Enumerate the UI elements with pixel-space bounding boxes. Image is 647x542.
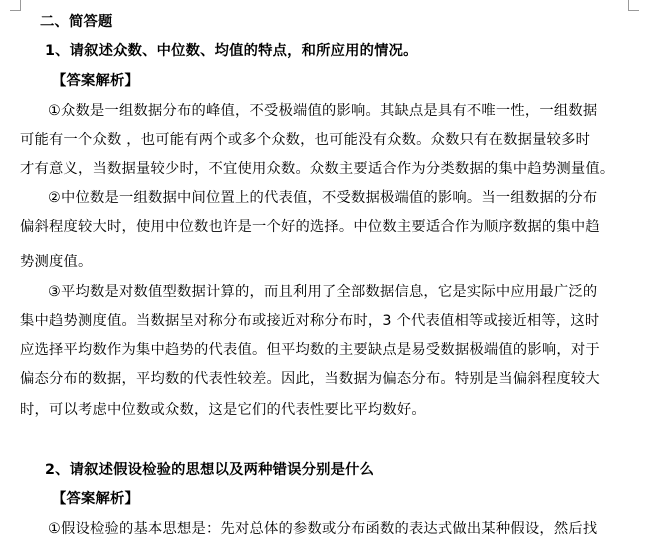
q1-paragraph-line: ①众数是一组数据分布的峰值，不受极端值的影响。其缺点是具有不唯一性，一组数据 [48, 103, 598, 119]
section-title: 二、简答题 [40, 14, 113, 30]
q1-paragraph-line: ②中位数是一组数据中间位置上的代表值，不受数据极端值的影响。当一组数据的分布 [48, 190, 598, 206]
page-corner-mark-right [628, 0, 640, 12]
q1-paragraph-line: 集中趋势测度值。当数据呈对称分布或接近对称分布时，3 个代表值相等或接近相等，这时 [20, 313, 600, 329]
q1-paragraph-line: 时，可以考虑中位数或众数，这是它们的代表性要比平均数好。 [20, 402, 426, 418]
q1-paragraph-line: 才有意义，当数据量较少时，不宜使用众数。众数主要适合作为分类数据的集中趋势测量值。 [20, 161, 615, 177]
page-corner-mark-left [10, 0, 22, 12]
question-1-title: 1、请叙述众数、中位数、均值的特点，和所应用的情况。 [45, 43, 418, 59]
question-2-answer-label: 【答案解析】 [52, 491, 139, 507]
q1-paragraph-line: 偏斜程度较大时，使用中位数也许是一个好的选择。中位数主要适合作为顺序数据的集中趋 [20, 219, 600, 235]
question-1-answer-label: 【答案解析】 [52, 73, 139, 89]
question-2-title: 2、请叙述假设检验的思想以及两种错误分别是什么 [45, 462, 375, 478]
q1-paragraph-line: 势测度值。 [20, 254, 93, 270]
q1-paragraph-line: 可能有一个众数 ，也可能有两个或多个众数，也可能没有众数。众数只有在数据量较多时 [20, 132, 591, 148]
q1-paragraph-line: 偏态分布的数据，平均数的代表性较差。因此，当数据为偏态分布。特别是当偏斜程度较大 [20, 371, 600, 387]
q2-paragraph-line: ①假设检验的基本思想是：先对总体的参数或分布函数的表达式做出某种假设，然后找 [48, 521, 598, 537]
q1-paragraph-line: ③平均数是对数值型数据计算的，而且利用了全部数据信息，它是实际中应用最广泛的 [48, 284, 598, 300]
q1-paragraph-line: 应选择平均数作为集中趋势的代表值。但平均数的主要缺点是易受数据极端值的影响，对于 [20, 342, 600, 358]
